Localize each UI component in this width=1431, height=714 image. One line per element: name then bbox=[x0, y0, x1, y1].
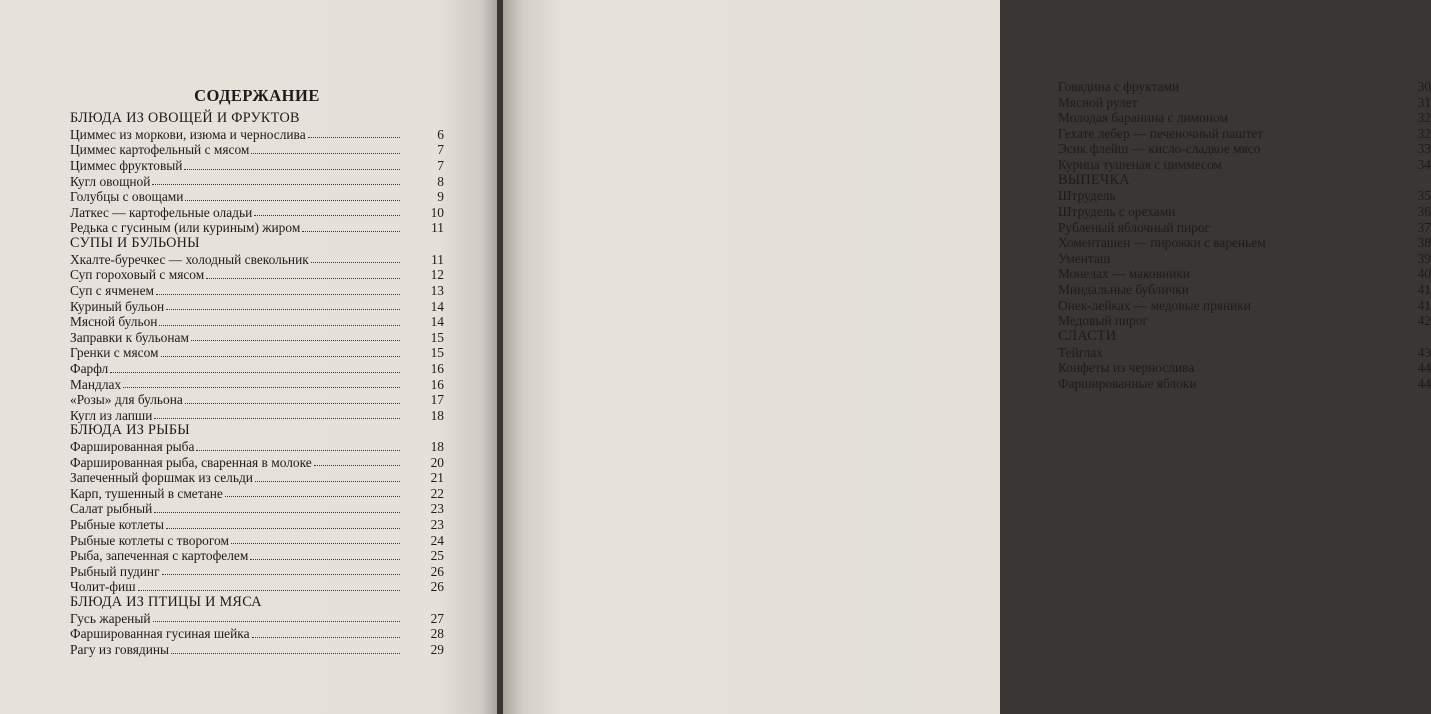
entry-title: Фаршированная рыба, сваренная в молоке bbox=[70, 454, 312, 470]
entry-title: Рыба, запеченная с картофелем bbox=[70, 548, 249, 564]
page-number: 9 bbox=[437, 189, 444, 205]
entry-title: Редька с гусиным (или куриным) жиром bbox=[70, 220, 301, 236]
entry-title: Тейглах bbox=[1058, 344, 1103, 360]
page-number: 43 bbox=[1417, 344, 1431, 360]
page-number: 13 bbox=[430, 282, 444, 298]
dot-leader bbox=[1192, 277, 1387, 278]
toc-entry bbox=[70, 470, 444, 486]
page-number: 21 bbox=[430, 470, 444, 486]
toc-entry bbox=[70, 252, 444, 268]
dot-leader bbox=[154, 418, 400, 419]
toc-entry bbox=[70, 142, 444, 158]
toc-entry bbox=[1058, 313, 1431, 329]
page-number: 14 bbox=[430, 314, 444, 330]
entry-title: Курица тушеная с циммесом bbox=[1058, 156, 1222, 172]
toc-entry bbox=[1058, 298, 1431, 314]
entry-title: Мясной бульон bbox=[70, 314, 158, 330]
entry-title: Карп, тушенный в сметане bbox=[70, 485, 223, 501]
dot-leader bbox=[1224, 168, 1387, 169]
page-number: 12 bbox=[430, 267, 444, 283]
entry-title: Латкес — картофельные оладьи bbox=[70, 204, 253, 220]
entry-title: Циммес картофельный с мясом bbox=[70, 142, 250, 158]
page-number: 8 bbox=[437, 173, 444, 189]
dot-leader bbox=[159, 325, 400, 326]
page-number: 41 bbox=[1417, 281, 1431, 297]
dot-leader bbox=[250, 559, 400, 560]
toc-entry bbox=[1058, 157, 1431, 173]
dot-leader bbox=[1196, 371, 1387, 372]
section-title: БЛЮДА ИЗ ПТИЦЫ И МЯСА bbox=[70, 594, 262, 611]
toc-entry bbox=[1058, 360, 1431, 376]
toc-entry bbox=[1058, 345, 1431, 361]
toc-entry bbox=[70, 408, 444, 424]
page-number: 7 bbox=[437, 142, 444, 158]
page-number: 11 bbox=[431, 220, 444, 236]
dot-leader bbox=[191, 340, 400, 341]
entry-title: Конфеты из чернослива bbox=[1058, 360, 1195, 376]
toc-entry bbox=[70, 127, 444, 143]
toc-entry bbox=[70, 361, 444, 377]
entry-title: Миндальные бублички bbox=[1058, 281, 1189, 297]
page-number: 32 bbox=[1417, 110, 1431, 126]
dot-leader bbox=[154, 512, 400, 513]
entry-title: Салат рыбный bbox=[70, 501, 153, 517]
page-number: 26 bbox=[430, 579, 444, 595]
toc-entry bbox=[1058, 282, 1431, 298]
entry-title: Ументаш bbox=[1058, 250, 1111, 266]
page-number: 22 bbox=[430, 485, 444, 501]
dot-leader bbox=[153, 621, 401, 622]
toc-entry bbox=[70, 501, 444, 517]
dot-leader bbox=[255, 481, 400, 482]
dot-leader bbox=[1253, 308, 1387, 309]
dot-leader bbox=[196, 450, 400, 451]
entry-title: Куриный бульон bbox=[70, 298, 165, 314]
entry-title: Суп гороховый с мясом bbox=[70, 267, 205, 283]
page-number: 27 bbox=[430, 610, 444, 626]
toc-entry bbox=[1058, 266, 1431, 282]
page-number: 35 bbox=[1417, 188, 1431, 204]
page-number: 29 bbox=[430, 642, 444, 657]
dot-leader bbox=[254, 215, 400, 216]
dot-leader bbox=[1191, 293, 1387, 294]
page-number: 39 bbox=[1417, 250, 1431, 266]
section-title: СЛАСТИ bbox=[1058, 327, 1117, 344]
page-number: 44 bbox=[1417, 375, 1431, 391]
toc-entry bbox=[70, 626, 444, 642]
dot-leader bbox=[311, 262, 400, 263]
entry-title: Голубцы с овощами bbox=[70, 189, 184, 205]
dot-leader bbox=[152, 184, 400, 185]
toc-entry bbox=[70, 189, 444, 205]
toc-entry bbox=[1058, 188, 1431, 204]
toc-entry bbox=[1058, 235, 1431, 251]
toc-entry bbox=[70, 220, 444, 236]
dot-leader bbox=[185, 403, 400, 404]
dot-leader bbox=[231, 543, 400, 544]
entry-title: Заправки к бульонам bbox=[70, 329, 189, 345]
toc-entry bbox=[70, 330, 444, 346]
dot-leader bbox=[166, 528, 400, 529]
entry-title: Гусь жареный bbox=[70, 610, 151, 626]
dot-leader bbox=[1268, 246, 1387, 247]
dot-leader bbox=[110, 372, 400, 373]
section-title: БЛЮДА ИЗ РЫБЫ bbox=[70, 422, 190, 439]
page-number: 23 bbox=[430, 501, 444, 517]
dot-leader bbox=[1181, 90, 1387, 91]
page-number: 17 bbox=[430, 392, 444, 408]
toc-entry bbox=[70, 283, 444, 299]
right-page bbox=[503, 0, 1431, 714]
entry-title: Циммес из моркови, изюма и чернослива bbox=[70, 126, 306, 142]
toc-entry bbox=[70, 299, 444, 315]
entry-title: Циммес фруктовый bbox=[70, 157, 183, 173]
toc-entry bbox=[70, 486, 444, 502]
entry-title: Эсик флейш — кисло-сладкое мясо bbox=[1058, 141, 1261, 157]
entry-title: Гренки с мясом bbox=[70, 345, 159, 361]
page-number: 6 bbox=[437, 126, 444, 142]
entry-title: Молодая баранина с лимоном bbox=[1058, 110, 1228, 126]
toc-entry bbox=[70, 533, 444, 549]
dot-leader bbox=[156, 294, 400, 295]
dot-leader bbox=[314, 465, 400, 466]
toc-entry bbox=[1058, 251, 1431, 267]
entry-title: Фаршированная гусиная шейка bbox=[70, 626, 250, 642]
toc-entry bbox=[70, 158, 444, 174]
page-number: 41 bbox=[1417, 297, 1431, 313]
page-number: 24 bbox=[430, 532, 444, 548]
toc-entry bbox=[1058, 110, 1431, 126]
dot-leader bbox=[171, 653, 400, 654]
page-number: 11 bbox=[431, 251, 444, 267]
entry-title: Хкалте-буречкес — холодный свекольник bbox=[70, 251, 309, 267]
page-number: 33 bbox=[1417, 141, 1431, 157]
page-number: 16 bbox=[430, 376, 444, 392]
dot-leader bbox=[1112, 261, 1387, 262]
dot-leader bbox=[185, 200, 400, 201]
toc-entry bbox=[1058, 376, 1431, 392]
page-number: 38 bbox=[1417, 235, 1431, 251]
dot-leader bbox=[225, 496, 400, 497]
entry-title: «Розы» для бульона bbox=[70, 392, 183, 408]
entry-title: Чолит-фиш bbox=[70, 579, 136, 595]
entry-title: Кугл овощной bbox=[70, 173, 151, 189]
toc-entry bbox=[70, 174, 444, 190]
dot-leader bbox=[1230, 121, 1387, 122]
dot-leader bbox=[1150, 324, 1387, 325]
dot-leader bbox=[1177, 215, 1387, 216]
dot-leader bbox=[1212, 230, 1387, 231]
dot-leader bbox=[206, 278, 400, 279]
toc-entry bbox=[70, 314, 444, 330]
toc-entry bbox=[70, 611, 444, 627]
dot-leader bbox=[1105, 355, 1387, 356]
toc-heading: СОДЕРЖАНИЕ bbox=[194, 86, 320, 105]
toc-entry bbox=[70, 267, 444, 283]
entry-title: Медовый пирог bbox=[1058, 313, 1149, 329]
entry-title: Рыбный пудинг bbox=[70, 563, 160, 579]
toc-entry bbox=[70, 439, 444, 455]
section-title: ВЫПЕЧКА bbox=[1058, 171, 1130, 188]
toc-entry bbox=[70, 377, 444, 393]
entry-title: Монелах — маковники bbox=[1058, 266, 1190, 282]
section-title: БЛЮДА ИЗ ОВОЩЕЙ И ФРУКТОВ bbox=[70, 110, 300, 126]
dot-leader bbox=[1140, 105, 1388, 106]
entry-title: Кугл из лапши bbox=[70, 407, 153, 423]
dot-leader bbox=[123, 387, 400, 388]
toc-entry bbox=[70, 642, 444, 658]
page-number: 18 bbox=[430, 439, 444, 455]
page-number: 25 bbox=[430, 548, 444, 564]
page-number: 28 bbox=[430, 626, 444, 642]
page-number: 15 bbox=[430, 329, 444, 345]
entry-title: Фаршированная рыба bbox=[70, 439, 195, 455]
dot-leader bbox=[1262, 152, 1387, 153]
dot-leader bbox=[162, 574, 400, 575]
dot-leader bbox=[166, 309, 400, 310]
page-number: 23 bbox=[430, 517, 444, 533]
toc-entry bbox=[70, 345, 444, 361]
dot-leader bbox=[252, 637, 400, 638]
entry-title: Штрудель bbox=[1058, 188, 1116, 204]
page-number: 10 bbox=[430, 204, 444, 220]
page-number: 14 bbox=[430, 298, 444, 314]
entry-title: Рубленый яблочный пирог bbox=[1058, 219, 1211, 235]
page-number: 26 bbox=[430, 563, 444, 579]
dot-leader bbox=[1198, 386, 1387, 387]
entry-title: Суп с ячменем bbox=[70, 282, 154, 298]
dot-leader bbox=[302, 231, 400, 232]
page-number: 44 bbox=[1417, 360, 1431, 376]
entry-title: Гехате лебер — печеночный паштет bbox=[1058, 125, 1264, 141]
dot-leader bbox=[184, 169, 400, 170]
entry-title: Фарфл bbox=[70, 360, 109, 376]
page-number: 18 bbox=[430, 407, 444, 423]
entry-title: Хоменташен — пирожки с вареньем bbox=[1058, 235, 1266, 251]
page-number: 40 bbox=[1417, 266, 1431, 282]
toc-entry bbox=[70, 564, 444, 580]
dot-leader bbox=[1117, 199, 1387, 200]
entry-title: Запеченный форшмак из сельди bbox=[70, 470, 253, 486]
page-number: 20 bbox=[430, 454, 444, 470]
page-number: 30 bbox=[1417, 79, 1431, 94]
toc-entry bbox=[70, 517, 444, 533]
left-page bbox=[0, 0, 497, 714]
toc-entry bbox=[70, 392, 444, 408]
toc-entry bbox=[70, 455, 444, 471]
page-number: 42 bbox=[1417, 313, 1431, 329]
entry-title: Штрудель с орехами bbox=[1058, 203, 1176, 219]
toc-left bbox=[70, 83, 444, 658]
entry-title: Рагу из говядины bbox=[70, 642, 170, 657]
toc-entry bbox=[1058, 204, 1431, 220]
dot-leader bbox=[161, 356, 400, 357]
page-number: 32 bbox=[1417, 125, 1431, 141]
entry-title: Фаршированные яблоки bbox=[1058, 375, 1197, 391]
page-number: 31 bbox=[1417, 94, 1431, 110]
dot-leader bbox=[251, 153, 400, 154]
toc-entry bbox=[1058, 141, 1431, 157]
entry-title: Говядина с фруктами bbox=[1058, 79, 1180, 94]
toc-entry bbox=[70, 579, 444, 595]
entry-title: Мандлах bbox=[70, 376, 122, 392]
entry-title: Мясной рулет bbox=[1058, 94, 1138, 110]
toc-right bbox=[1058, 79, 1431, 391]
section-title: СУПЫ И БУЛЬОНЫ bbox=[70, 234, 200, 251]
dot-leader bbox=[308, 137, 400, 138]
dot-leader bbox=[138, 590, 400, 591]
toc-entry bbox=[1058, 79, 1431, 95]
dot-leader bbox=[1265, 136, 1387, 137]
toc-entry bbox=[70, 205, 444, 221]
page-number: 15 bbox=[430, 345, 444, 361]
page-number: 37 bbox=[1417, 219, 1431, 235]
page-number: 36 bbox=[1417, 203, 1431, 219]
toc-entry bbox=[1058, 126, 1431, 142]
entry-title: Онек-лейках — медовые пряники bbox=[1058, 297, 1251, 313]
entry-title: Рыбные котлеты bbox=[70, 517, 165, 533]
page-number: 34 bbox=[1417, 156, 1431, 172]
toc-entry bbox=[1058, 95, 1431, 111]
page-number: 7 bbox=[437, 157, 444, 173]
entry-title: Рыбные котлеты с творогом bbox=[70, 532, 229, 548]
toc-entry bbox=[1058, 220, 1431, 236]
toc-entry bbox=[70, 548, 444, 564]
page-number: 16 bbox=[430, 360, 444, 376]
